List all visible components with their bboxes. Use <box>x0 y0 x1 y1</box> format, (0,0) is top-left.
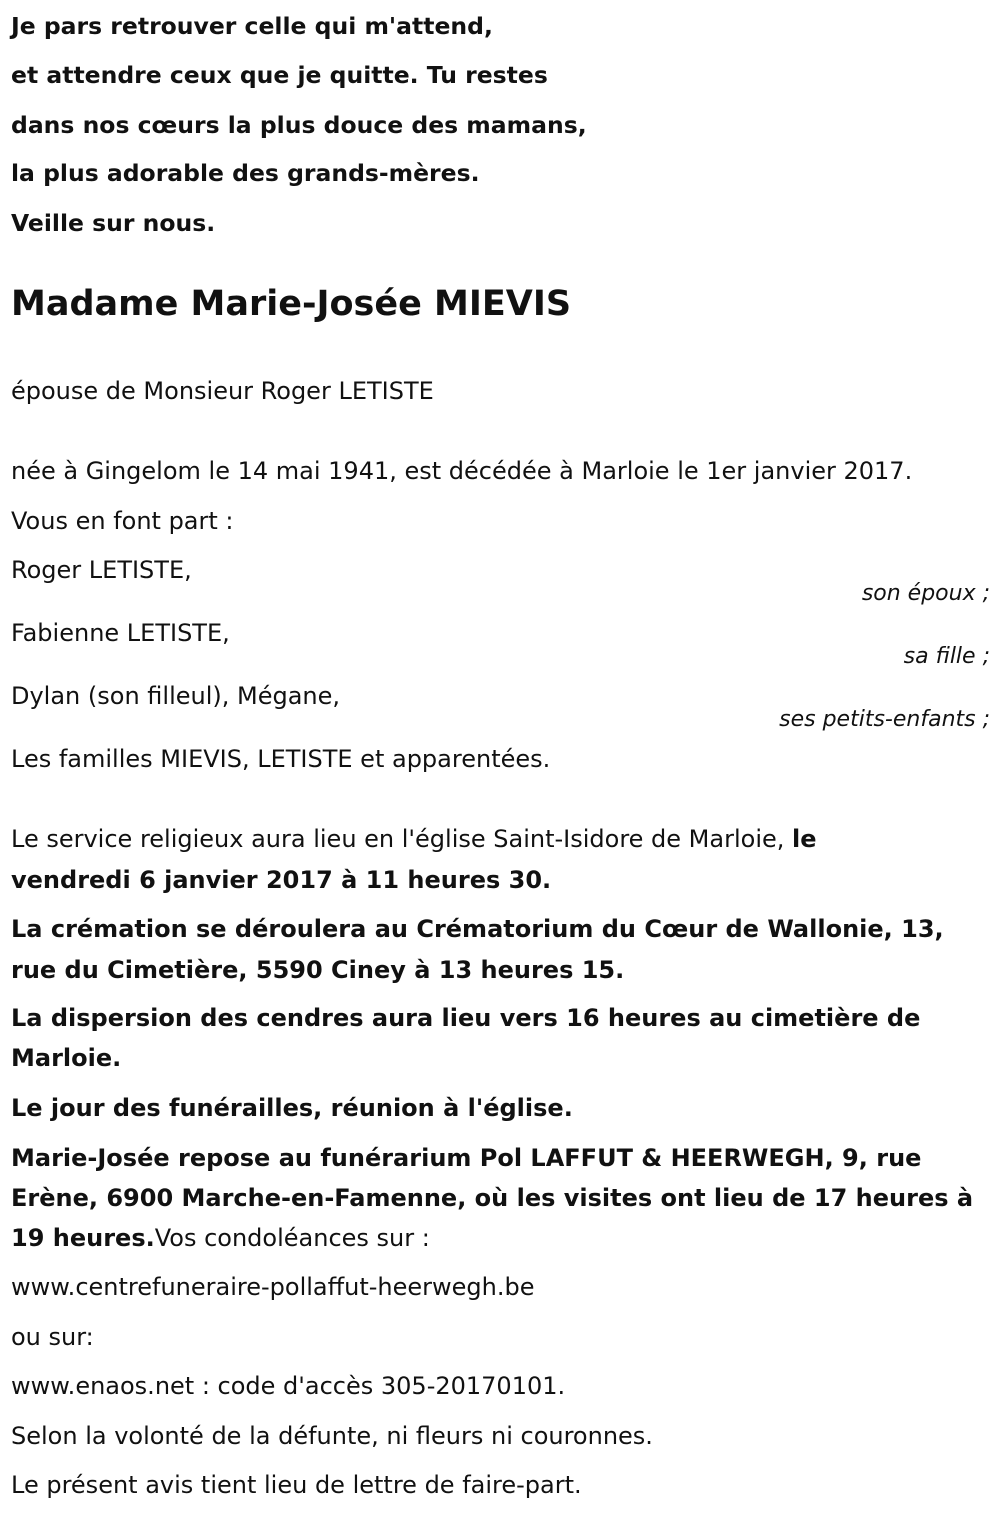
poem-line-1: Je pars retrouver celle qui m'attend, <box>11 12 493 40</box>
repose-line-1: Marie-Josée repose au funérarium Pol LAFFUT & HEERWEGH, 9, rue <box>11 1144 922 1172</box>
condolences-enaos: www.enaos.net : code d'accès 305-20170101. <box>11 1372 566 1400</box>
dispersion-line-1: La dispersion des cendres aura lieu vers 16 heures au cimetière de <box>11 1004 921 1032</box>
condolences-website: www.centrefuneraire-pollaffut-heerwegh.be <box>11 1273 535 1301</box>
notice-line: Le présent avis tient lieu de lettre de faire-part. <box>11 1471 582 1499</box>
cremation-line-2: rue du Cimetière, 5590 Ciney à 13 heures 15. <box>11 956 625 984</box>
family-member-relation: son époux ; <box>861 581 990 606</box>
dispersion-line-2: Marloie. <box>11 1044 122 1072</box>
service-line-1-text: Le service religieux aura lieu en l'église Saint-Isidore de Marloie, <box>11 825 785 853</box>
repose-line-3 <box>11 1223 430 1253</box>
service-line-1-bold: le <box>792 825 817 853</box>
service-line-1 <box>11 824 817 854</box>
repose-hours: 19 heures. <box>11 1224 155 1252</box>
condolences-intro: Vos condoléances sur : <box>154 1224 430 1252</box>
flowers-line: Selon la volonté de la défunte, ni fleurs ni couronnes. <box>11 1422 653 1450</box>
poem-line-5: Veille sur nous. <box>11 209 216 237</box>
family-member-relation: ses petits-enfants ; <box>779 707 990 732</box>
cremation-line-1: La crémation se déroulera au Crématorium du Cœur de Wallonie, 13, <box>11 915 944 943</box>
meeting-line: Le jour des funérailles, réunion à l'église. <box>11 1094 573 1122</box>
family-member-names: Fabienne LETISTE, <box>11 619 230 647</box>
families-line: Les familles MIEVIS, LETISTE et apparentées. <box>11 745 551 773</box>
spouse-line: épouse de Monsieur Roger LETISTE <box>11 377 434 405</box>
family-member-names: Roger LETISTE, <box>11 556 192 584</box>
service-date-time: vendredi 6 janvier 2017 à 11 heures 30. <box>11 866 552 894</box>
birth-death-line: née à Gingelom le 14 mai 1941, est décédée à Marloie le 1er janvier 2017. <box>11 457 913 485</box>
announcement-intro: Vous en font part : <box>11 507 234 535</box>
poem-line-4: la plus adorable des grands-mères. <box>11 159 480 187</box>
family-member-names: Dylan (son filleul), Mégane, <box>11 682 341 710</box>
deceased-name: Madame Marie-Josée MIEVIS <box>11 284 572 324</box>
repose-line-2: Erène, 6900 Marche-en-Famenne, où les visites ont lieu de 17 heures à <box>11 1184 974 1212</box>
family-member-relation: sa fille ; <box>903 644 990 669</box>
condolences-or: ou sur: <box>11 1323 94 1351</box>
poem-line-3: dans nos cœurs la plus douce des mamans, <box>11 111 587 139</box>
poem-line-2: et attendre ceux que je quitte. Tu restes <box>11 61 548 89</box>
